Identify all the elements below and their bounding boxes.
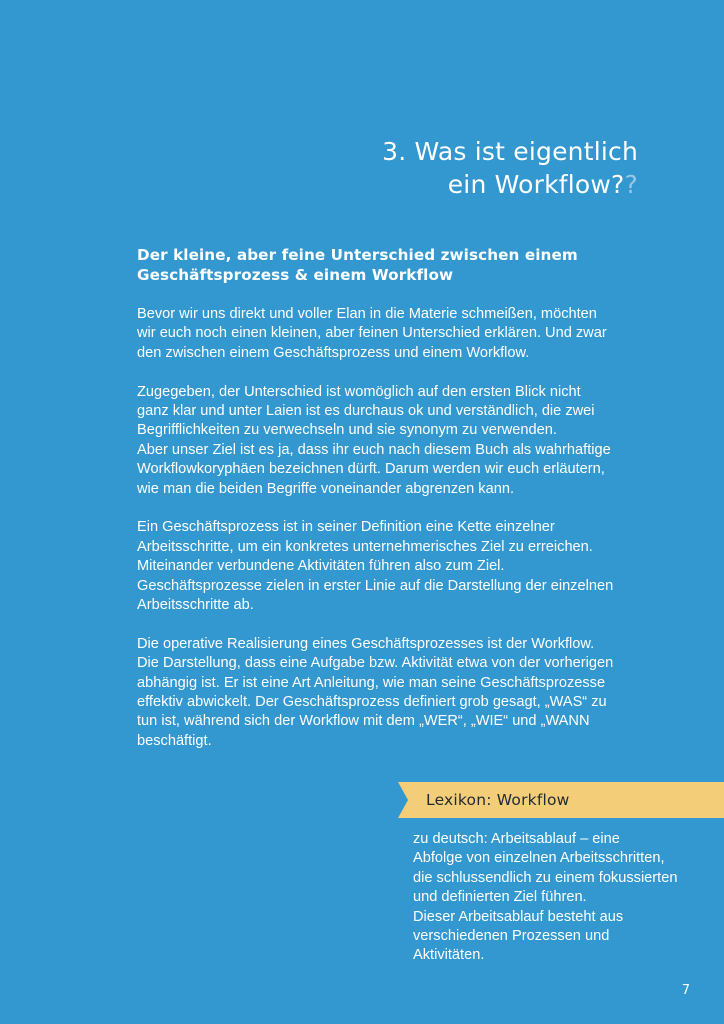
body-line: Die operative Realisierung eines Geschäftsprozesses ist der Workflow. xyxy=(137,635,595,652)
body-line: Geschäftsprozesse zielen in erster Linie auf die Darstellung der einzelnen xyxy=(137,577,614,594)
lexikon-title: Lexikon: Workflow xyxy=(426,791,570,809)
title-line-2: ein Workflow? xyxy=(447,170,625,199)
lexikon-line: Dieser Arbeitsablauf besteht aus xyxy=(413,908,624,925)
title-question-mark-shadow: ? xyxy=(624,170,638,199)
page-number: 7 xyxy=(681,983,690,998)
body-line: Arbeitsschritte ab. xyxy=(137,597,254,614)
lexikon-line: Aktivitäten. xyxy=(413,947,485,964)
section-subtitle xyxy=(137,245,657,285)
body-line: Miteinander verbundene Aktivitäten führen also zum Ziel. xyxy=(137,558,505,575)
body-line: Aber unser Ziel ist es ja, dass ihr euch nach diesem Buch als wahrhaftige xyxy=(137,441,611,458)
body-line: Workflowkoryphäen bezeichnen dürft. Darum werden wir euch erläutern, xyxy=(137,461,605,478)
body-line: Bevor wir uns direkt und voller Elan in die Materie schmeißen, möchten xyxy=(137,306,597,322)
subtitle-line-2: Geschäftsprozess & einem Workflow xyxy=(137,266,454,284)
body-paragraph xyxy=(137,518,647,615)
body-line: Ein Geschäftsprozess ist in seiner Definition eine Kette einzelner xyxy=(137,519,555,536)
lexikon-definition xyxy=(413,830,713,966)
lexikon-line: die schlussendlich zu einem fokussierten xyxy=(413,869,678,886)
body-paragraph xyxy=(137,305,647,363)
body-line: abhängig ist. Er ist eine Art Anleitung, wie man seine Geschäftsprozesse xyxy=(137,674,606,691)
body-line: wir euch noch einen kleinen, aber feinen Unterschied erklären. Und zwar xyxy=(137,325,607,342)
body-line: effektiv abwickelt. Der Geschäftsprozess definiert grob gesagt, „WAS“ zu xyxy=(137,694,607,711)
body-text xyxy=(137,305,647,771)
lexikon-line: zu deutsch: Arbeitsablauf – eine xyxy=(413,831,620,847)
page-title xyxy=(382,135,638,201)
lexikon-line: und definierten Ziel führen. xyxy=(413,889,587,906)
body-line: Arbeitsschritte, um ein konkretes unternehmerisches Ziel zu erreichen. xyxy=(137,538,593,555)
body-line: tun ist, während sich der Workflow mit dem „WER“, „WIE“ und „WANN xyxy=(137,713,590,730)
body-line: den zwischen einem Geschäftsprozess und einem Workflow. xyxy=(137,344,530,361)
body-paragraph xyxy=(137,635,647,751)
lexikon-paragraph xyxy=(413,830,713,966)
lexikon-line: Abfolge von einzelnen Arbeitsschritten, xyxy=(413,850,665,867)
title-line-1: 3. Was ist eigentlich xyxy=(382,137,638,166)
body-line: ganz klar und unter Laien ist es durchaus ok und verständlich, die zwei xyxy=(137,403,595,420)
body-line: beschäftigt. xyxy=(137,732,212,749)
lexikon-line: verschiedenen Prozessen und xyxy=(413,928,610,945)
body-paragraph xyxy=(137,383,647,499)
body-line: Zugegeben, der Unterschied ist womöglich auf den ersten Blick nicht xyxy=(137,383,581,400)
lexikon-banner xyxy=(398,782,724,818)
body-line: wie man die beiden Begriffe voneinander abgrenzen kann. xyxy=(137,480,515,497)
subtitle-line-1: Der kleine, aber feine Unterschied zwischen einem xyxy=(137,246,578,264)
body-line: Begrifflichkeiten zu verwechseln und sie synonym zu verwenden. xyxy=(137,422,557,439)
body-line: Die Darstellung, dass eine Aufgabe bzw. Aktivität etwa von der vorherigen xyxy=(137,655,614,672)
